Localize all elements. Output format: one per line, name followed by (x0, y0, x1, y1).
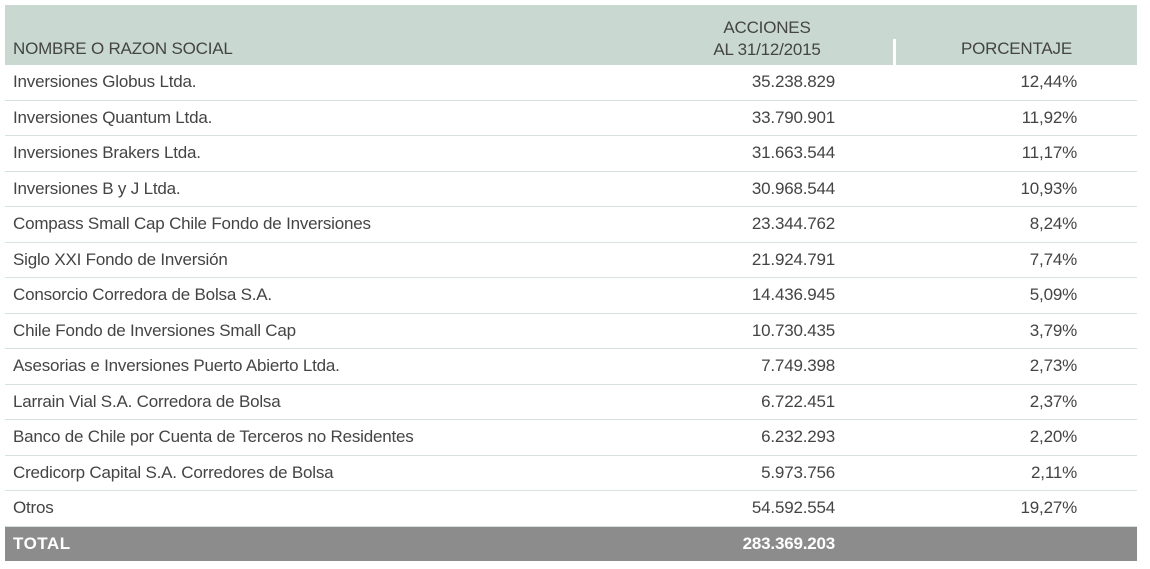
row-percent: 19,27% (893, 498, 1137, 518)
table-body (5, 65, 1137, 527)
header-shares (653, 17, 893, 65)
row-shares: 21.924.791 (751, 249, 835, 269)
row-shares: 14.436.945 (751, 285, 835, 305)
row-name: Consorcio Corredora de Bolsa S.A. (13, 285, 272, 305)
row-name: Asesorias e Inversiones Puerto Abierto Ltda. (13, 356, 340, 376)
row-shares: 31.663.544 (751, 143, 835, 163)
row-percent: 2,11% (893, 463, 1137, 483)
row-name: Credicorp Capital S.A. Corredores de Bolsa (13, 462, 334, 482)
row-name: Banco de Chile por Cuenta de Terceros no Residentes (13, 427, 414, 447)
row-name: Inversiones Globus Ltda. (13, 72, 197, 92)
row-shares: 54.592.554 (751, 498, 835, 518)
row-percent: 3,79% (893, 321, 1137, 341)
table-row (5, 65, 1137, 101)
table-row (5, 456, 1137, 492)
row-percent: 12,44% (893, 72, 1137, 92)
table-row (5, 243, 1137, 279)
table-row (5, 172, 1137, 208)
row-percent: 2,20% (893, 427, 1137, 447)
table-row (5, 278, 1137, 314)
row-name: Inversiones Brakers Ltda. (13, 143, 201, 163)
row-shares: 23.344.762 (751, 214, 835, 234)
table-row (5, 491, 1137, 527)
total-shares: 283.369.203 (742, 533, 835, 553)
row-shares: 10.730.435 (751, 320, 835, 340)
row-shares: 6.722.451 (761, 391, 835, 411)
row-shares: 6.232.293 (761, 427, 835, 447)
row-shares: 7.749.398 (761, 356, 835, 376)
row-name: Siglo XXI Fondo de Inversión (13, 249, 228, 269)
row-name: Otros (13, 498, 54, 518)
table-row (5, 349, 1137, 385)
table-row (5, 101, 1137, 137)
row-percent: 11,17% (893, 143, 1137, 163)
table-row (5, 136, 1137, 172)
table-row (5, 207, 1137, 243)
row-percent: 2,37% (893, 392, 1137, 412)
row-percent: 5,09% (893, 285, 1137, 305)
header-name: NOMBRE O RAZON SOCIAL (13, 39, 233, 58)
total-label: TOTAL (13, 533, 71, 553)
row-name: Inversiones B y J Ltda. (13, 178, 181, 198)
row-percent: 10,93% (893, 179, 1137, 199)
row-shares: 33.790.901 (751, 107, 835, 127)
row-shares: 30.968.544 (751, 178, 835, 198)
header-shares-line2: AL 31/12/2015 (713, 40, 821, 59)
row-percent: 2,73% (893, 356, 1137, 376)
row-percent: 7,74% (893, 250, 1137, 270)
row-percent: 8,24% (893, 214, 1137, 234)
total-row (5, 527, 1137, 561)
row-name: Inversiones Quantum Ltda. (13, 107, 213, 127)
table-row (5, 314, 1137, 350)
row-shares: 5.973.756 (761, 462, 835, 482)
row-shares: 35.238.829 (751, 72, 835, 92)
table-row (5, 420, 1137, 456)
row-percent: 11,92% (893, 108, 1137, 128)
header-percent: PORCENTAJE (893, 39, 1137, 65)
table-header (5, 5, 1137, 65)
row-name: Compass Small Cap Chile Fondo de Inversiones (13, 214, 371, 234)
row-name: Chile Fondo de Inversiones Small Cap (13, 320, 296, 340)
table-row (5, 385, 1137, 421)
header-shares-line1: ACCIONES (723, 18, 811, 37)
shareholders-table (5, 5, 1137, 561)
row-name: Larrain Vial S.A. Corredora de Bolsa (13, 391, 281, 411)
